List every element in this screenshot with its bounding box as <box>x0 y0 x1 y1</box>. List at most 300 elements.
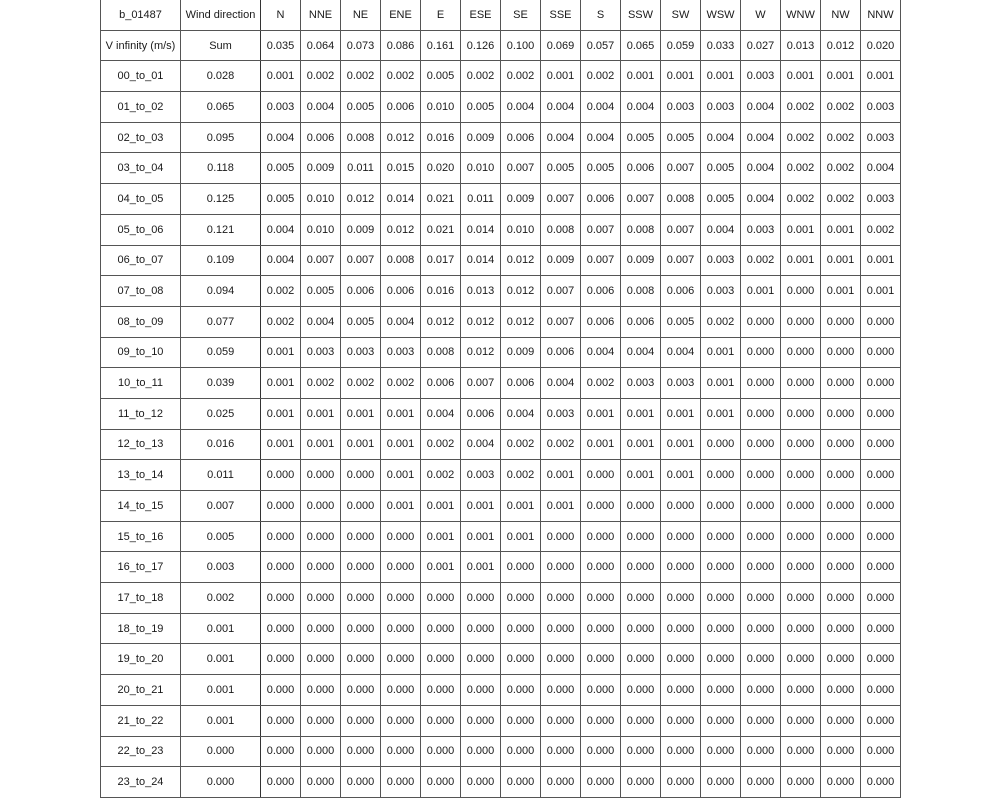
frequency-cell: 0.003 <box>661 92 701 123</box>
frequency-cell: 0.004 <box>461 429 501 460</box>
frequency-cell: 0.000 <box>861 705 901 736</box>
speed-bin-label: 06_to_07 <box>101 245 181 276</box>
frequency-cell: 0.003 <box>741 61 781 92</box>
frequency-cell: 0.001 <box>461 552 501 583</box>
direction-header-wsw: WSW <box>701 0 741 30</box>
frequency-cell: 0.017 <box>421 245 461 276</box>
wind-direction-label: Wind direction <box>181 0 261 30</box>
frequency-cell: 0.002 <box>421 429 461 460</box>
frequency-cell: 0.003 <box>861 92 901 123</box>
frequency-cell: 0.000 <box>741 644 781 675</box>
frequency-cell: 0.000 <box>381 767 421 798</box>
frequency-cell: 0.000 <box>621 767 661 798</box>
direction-total-n: 0.035 <box>261 30 301 61</box>
row-sum-cell: 0.000 <box>181 736 261 767</box>
frequency-cell: 0.001 <box>381 491 421 522</box>
frequency-cell: 0.014 <box>461 214 501 245</box>
direction-header-nw: NW <box>821 0 861 30</box>
frequency-cell: 0.000 <box>381 705 421 736</box>
frequency-cell: 0.008 <box>381 245 421 276</box>
frequency-cell: 0.007 <box>501 153 541 184</box>
frequency-cell: 0.005 <box>701 153 741 184</box>
frequency-cell: 0.000 <box>501 644 541 675</box>
table-row <box>101 583 901 614</box>
frequency-cell: 0.016 <box>421 122 461 153</box>
frequency-cell: 0.005 <box>261 184 301 215</box>
frequency-cell: 0.007 <box>541 276 581 307</box>
frequency-cell: 0.000 <box>741 767 781 798</box>
frequency-cell: 0.000 <box>701 491 741 522</box>
frequency-cell: 0.002 <box>421 460 461 491</box>
frequency-cell: 0.003 <box>701 245 741 276</box>
frequency-cell: 0.000 <box>541 736 581 767</box>
frequency-cell: 0.000 <box>741 398 781 429</box>
frequency-cell: 0.008 <box>541 214 581 245</box>
frequency-cell: 0.002 <box>741 245 781 276</box>
row-sum-cell: 0.016 <box>181 429 261 460</box>
frequency-cell: 0.002 <box>381 368 421 399</box>
frequency-cell: 0.012 <box>381 214 421 245</box>
frequency-cell: 0.000 <box>781 460 821 491</box>
frequency-cell: 0.000 <box>341 736 381 767</box>
frequency-cell: 0.000 <box>741 521 781 552</box>
speed-bin-label: 15_to_16 <box>101 521 181 552</box>
frequency-cell: 0.000 <box>661 736 701 767</box>
frequency-cell: 0.000 <box>301 613 341 644</box>
frequency-cell: 0.002 <box>781 122 821 153</box>
frequency-cell: 0.000 <box>541 521 581 552</box>
frequency-cell: 0.000 <box>741 306 781 337</box>
frequency-cell: 0.001 <box>861 61 901 92</box>
frequency-cell: 0.004 <box>621 337 661 368</box>
frequency-cell: 0.001 <box>541 460 581 491</box>
frequency-cell: 0.006 <box>421 368 461 399</box>
frequency-cell: 0.000 <box>781 398 821 429</box>
table-row <box>101 122 901 153</box>
frequency-cell: 0.005 <box>661 306 701 337</box>
frequency-cell: 0.000 <box>621 491 661 522</box>
direction-total-e: 0.161 <box>421 30 461 61</box>
frequency-cell: 0.000 <box>341 521 381 552</box>
frequency-cell: 0.000 <box>861 613 901 644</box>
frequency-cell: 0.000 <box>661 705 701 736</box>
frequency-cell: 0.004 <box>301 306 341 337</box>
table-row <box>101 705 901 736</box>
frequency-cell: 0.000 <box>421 736 461 767</box>
frequency-cell: 0.005 <box>461 92 501 123</box>
frequency-cell: 0.000 <box>821 583 861 614</box>
frequency-cell: 0.004 <box>741 92 781 123</box>
frequency-cell: 0.006 <box>661 276 701 307</box>
frequency-cell: 0.000 <box>381 613 421 644</box>
direction-total-sse: 0.069 <box>541 30 581 61</box>
frequency-cell: 0.012 <box>381 122 421 153</box>
table-row <box>101 61 901 92</box>
frequency-cell: 0.004 <box>501 398 541 429</box>
frequency-cell: 0.000 <box>341 613 381 644</box>
frequency-cell: 0.003 <box>461 460 501 491</box>
frequency-cell: 0.000 <box>581 705 621 736</box>
frequency-cell: 0.000 <box>421 675 461 706</box>
frequency-cell: 0.000 <box>381 583 421 614</box>
frequency-cell: 0.001 <box>661 429 701 460</box>
frequency-cell: 0.000 <box>301 583 341 614</box>
frequency-cell: 0.002 <box>501 61 541 92</box>
frequency-cell: 0.000 <box>741 675 781 706</box>
frequency-cell: 0.002 <box>381 61 421 92</box>
direction-header-sw: SW <box>661 0 701 30</box>
direction-header-ene: ENE <box>381 0 421 30</box>
frequency-cell: 0.009 <box>541 245 581 276</box>
row-sum-cell: 0.001 <box>181 675 261 706</box>
frequency-cell: 0.000 <box>701 460 741 491</box>
frequency-cell: 0.003 <box>661 368 701 399</box>
frequency-cell: 0.001 <box>461 491 501 522</box>
frequency-cell: 0.002 <box>341 368 381 399</box>
frequency-cell: 0.000 <box>741 491 781 522</box>
frequency-cell: 0.000 <box>581 583 621 614</box>
frequency-cell: 0.008 <box>661 184 701 215</box>
frequency-cell: 0.001 <box>661 460 701 491</box>
frequency-cell: 0.004 <box>741 184 781 215</box>
frequency-cell: 0.000 <box>861 552 901 583</box>
frequency-cell: 0.007 <box>341 245 381 276</box>
speed-bin-label: 21_to_22 <box>101 705 181 736</box>
table-row <box>101 767 901 798</box>
frequency-cell: 0.001 <box>621 61 661 92</box>
frequency-cell: 0.000 <box>461 675 501 706</box>
frequency-cell: 0.000 <box>861 675 901 706</box>
direction-header-ssw: SSW <box>621 0 661 30</box>
frequency-cell: 0.000 <box>581 736 621 767</box>
frequency-cell: 0.001 <box>381 398 421 429</box>
frequency-cell: 0.000 <box>301 521 341 552</box>
direction-header-sse: SSE <box>541 0 581 30</box>
frequency-cell: 0.006 <box>501 122 541 153</box>
frequency-cell: 0.005 <box>421 61 461 92</box>
frequency-cell: 0.000 <box>501 552 541 583</box>
frequency-cell: 0.004 <box>661 337 701 368</box>
frequency-cell: 0.001 <box>621 429 661 460</box>
frequency-cell: 0.000 <box>781 767 821 798</box>
frequency-cell: 0.002 <box>581 61 621 92</box>
frequency-cell: 0.001 <box>541 491 581 522</box>
frequency-cell: 0.000 <box>821 675 861 706</box>
frequency-cell: 0.000 <box>381 521 421 552</box>
speed-bin-label: 00_to_01 <box>101 61 181 92</box>
frequency-cell: 0.004 <box>741 153 781 184</box>
frequency-cell: 0.002 <box>581 368 621 399</box>
frequency-cell: 0.000 <box>421 705 461 736</box>
direction-header-nne: NNE <box>301 0 341 30</box>
frequency-cell: 0.000 <box>741 613 781 644</box>
frequency-cell: 0.000 <box>621 521 661 552</box>
direction-total-s: 0.057 <box>581 30 621 61</box>
frequency-cell: 0.000 <box>861 583 901 614</box>
frequency-cell: 0.007 <box>461 368 501 399</box>
frequency-cell: 0.006 <box>581 184 621 215</box>
frequency-cell: 0.006 <box>581 306 621 337</box>
direction-total-nw: 0.012 <box>821 30 861 61</box>
row-sum-cell: 0.001 <box>181 705 261 736</box>
frequency-cell: 0.000 <box>781 337 821 368</box>
table-row <box>101 736 901 767</box>
frequency-cell: 0.012 <box>421 306 461 337</box>
row-sum-cell: 0.025 <box>181 398 261 429</box>
frequency-cell: 0.001 <box>301 398 341 429</box>
frequency-cell: 0.006 <box>501 368 541 399</box>
row-sum-cell: 0.109 <box>181 245 261 276</box>
frequency-cell: 0.000 <box>341 552 381 583</box>
frequency-cell: 0.009 <box>621 245 661 276</box>
frequency-cell: 0.000 <box>301 491 341 522</box>
frequency-cell: 0.002 <box>821 153 861 184</box>
frequency-cell: 0.000 <box>261 736 301 767</box>
direction-header-e: E <box>421 0 461 30</box>
frequency-cell: 0.003 <box>541 398 581 429</box>
frequency-cell: 0.004 <box>261 214 301 245</box>
wind-frequency-table <box>100 0 901 798</box>
frequency-cell: 0.001 <box>381 460 421 491</box>
frequency-cell: 0.000 <box>621 613 661 644</box>
speed-bin-label: 03_to_04 <box>101 153 181 184</box>
direction-header-nnw: NNW <box>861 0 901 30</box>
frequency-cell: 0.012 <box>341 184 381 215</box>
row-sum-cell: 0.125 <box>181 184 261 215</box>
frequency-cell: 0.000 <box>781 705 821 736</box>
frequency-cell: 0.000 <box>781 552 821 583</box>
frequency-cell: 0.000 <box>261 644 301 675</box>
row-sum-cell: 0.065 <box>181 92 261 123</box>
speed-bin-label: 10_to_11 <box>101 368 181 399</box>
frequency-cell: 0.004 <box>381 306 421 337</box>
frequency-cell: 0.000 <box>581 644 621 675</box>
frequency-cell: 0.002 <box>461 61 501 92</box>
frequency-cell: 0.005 <box>261 153 301 184</box>
frequency-cell: 0.000 <box>621 675 661 706</box>
frequency-cell: 0.000 <box>861 521 901 552</box>
frequency-cell: 0.000 <box>301 675 341 706</box>
frequency-cell: 0.001 <box>461 521 501 552</box>
frequency-cell: 0.000 <box>781 491 821 522</box>
frequency-cell: 0.007 <box>301 245 341 276</box>
speed-bin-label: 04_to_05 <box>101 184 181 215</box>
frequency-cell: 0.007 <box>581 214 621 245</box>
frequency-cell: 0.012 <box>501 276 541 307</box>
frequency-cell: 0.009 <box>301 153 341 184</box>
frequency-cell: 0.000 <box>581 552 621 583</box>
frequency-cell: 0.000 <box>741 583 781 614</box>
frequency-cell: 0.000 <box>301 460 341 491</box>
frequency-cell: 0.001 <box>781 61 821 92</box>
frequency-cell: 0.013 <box>461 276 501 307</box>
frequency-cell: 0.000 <box>821 398 861 429</box>
speed-bin-label: 14_to_15 <box>101 491 181 522</box>
direction-total-wnw: 0.013 <box>781 30 821 61</box>
table-row <box>101 491 901 522</box>
frequency-cell: 0.000 <box>421 613 461 644</box>
frequency-cell: 0.001 <box>821 245 861 276</box>
frequency-cell: 0.000 <box>461 644 501 675</box>
frequency-cell: 0.006 <box>581 276 621 307</box>
frequency-cell: 0.002 <box>781 153 821 184</box>
frequency-cell: 0.000 <box>661 491 701 522</box>
frequency-cell: 0.002 <box>301 368 341 399</box>
row-sum-cell: 0.007 <box>181 491 261 522</box>
frequency-cell: 0.000 <box>541 705 581 736</box>
table-row <box>101 153 901 184</box>
frequency-cell: 0.006 <box>541 337 581 368</box>
direction-total-ssw: 0.065 <box>621 30 661 61</box>
frequency-cell: 0.000 <box>781 306 821 337</box>
row-sum-cell: 0.000 <box>181 767 261 798</box>
frequency-cell: 0.000 <box>501 613 541 644</box>
table-row <box>101 675 901 706</box>
frequency-cell: 0.002 <box>821 184 861 215</box>
frequency-cell: 0.000 <box>501 675 541 706</box>
frequency-cell: 0.014 <box>461 245 501 276</box>
frequency-cell: 0.000 <box>781 613 821 644</box>
row-sum-cell: 0.002 <box>181 583 261 614</box>
frequency-cell: 0.000 <box>781 644 821 675</box>
frequency-cell: 0.000 <box>341 675 381 706</box>
frequency-cell: 0.007 <box>661 245 701 276</box>
frequency-cell: 0.000 <box>501 705 541 736</box>
frequency-cell: 0.000 <box>741 705 781 736</box>
speed-bin-label: 22_to_23 <box>101 736 181 767</box>
frequency-cell: 0.001 <box>381 429 421 460</box>
frequency-cell: 0.009 <box>461 122 501 153</box>
frequency-cell: 0.000 <box>381 675 421 706</box>
frequency-cell: 0.001 <box>821 214 861 245</box>
row-sum-cell: 0.118 <box>181 153 261 184</box>
frequency-cell: 0.006 <box>341 276 381 307</box>
frequency-cell: 0.002 <box>301 61 341 92</box>
row-sum-cell: 0.095 <box>181 122 261 153</box>
frequency-cell: 0.003 <box>341 337 381 368</box>
frequency-cell: 0.015 <box>381 153 421 184</box>
row-sum-cell: 0.028 <box>181 61 261 92</box>
frequency-cell: 0.005 <box>581 153 621 184</box>
frequency-cell: 0.002 <box>861 214 901 245</box>
frequency-cell: 0.000 <box>661 675 701 706</box>
frequency-cell: 0.001 <box>501 491 541 522</box>
frequency-cell: 0.001 <box>781 214 821 245</box>
direction-total-w: 0.027 <box>741 30 781 61</box>
frequency-cell: 0.000 <box>861 491 901 522</box>
frequency-cell: 0.005 <box>301 276 341 307</box>
row-sum-cell: 0.003 <box>181 552 261 583</box>
frequency-cell: 0.000 <box>301 767 341 798</box>
frequency-cell: 0.000 <box>381 552 421 583</box>
table-row <box>101 368 901 399</box>
frequency-cell: 0.002 <box>341 61 381 92</box>
sum-label: Sum <box>181 30 261 61</box>
frequency-cell: 0.006 <box>381 276 421 307</box>
row-sum-cell: 0.077 <box>181 306 261 337</box>
speed-bin-label: 23_to_24 <box>101 767 181 798</box>
frequency-cell: 0.001 <box>821 61 861 92</box>
frequency-cell: 0.000 <box>541 675 581 706</box>
row-sum-cell: 0.001 <box>181 644 261 675</box>
frequency-cell: 0.002 <box>261 306 301 337</box>
frequency-cell: 0.001 <box>341 429 381 460</box>
frequency-cell: 0.000 <box>701 736 741 767</box>
frequency-cell: 0.004 <box>621 92 661 123</box>
frequency-cell: 0.000 <box>261 675 301 706</box>
frequency-cell: 0.002 <box>541 429 581 460</box>
frequency-cell: 0.000 <box>301 644 341 675</box>
frequency-cell: 0.000 <box>861 736 901 767</box>
frequency-cell: 0.001 <box>621 460 661 491</box>
frequency-cell: 0.001 <box>701 337 741 368</box>
frequency-cell: 0.002 <box>501 429 541 460</box>
frequency-cell: 0.005 <box>541 153 581 184</box>
frequency-cell: 0.000 <box>461 583 501 614</box>
table-row <box>101 552 901 583</box>
frequency-cell: 0.000 <box>741 368 781 399</box>
speed-bin-label: 07_to_08 <box>101 276 181 307</box>
row-sum-cell: 0.011 <box>181 460 261 491</box>
frequency-cell: 0.003 <box>381 337 421 368</box>
frequency-cell: 0.001 <box>861 276 901 307</box>
frequency-cell: 0.000 <box>701 767 741 798</box>
speed-bin-label: 02_to_03 <box>101 122 181 153</box>
frequency-cell: 0.000 <box>701 521 741 552</box>
direction-header-ne: NE <box>341 0 381 30</box>
frequency-cell: 0.000 <box>781 583 821 614</box>
frequency-cell: 0.000 <box>821 460 861 491</box>
frequency-cell: 0.004 <box>301 92 341 123</box>
frequency-cell: 0.010 <box>501 214 541 245</box>
frequency-cell: 0.000 <box>581 491 621 522</box>
speed-bin-label: 13_to_14 <box>101 460 181 491</box>
frequency-cell: 0.002 <box>821 92 861 123</box>
frequency-cell: 0.010 <box>461 153 501 184</box>
frequency-cell: 0.001 <box>261 337 301 368</box>
frequency-cell: 0.000 <box>781 429 821 460</box>
frequency-cell: 0.003 <box>621 368 661 399</box>
table-row <box>101 460 901 491</box>
frequency-cell: 0.000 <box>861 767 901 798</box>
frequency-cell: 0.010 <box>421 92 461 123</box>
frequency-cell: 0.006 <box>621 306 661 337</box>
frequency-cell: 0.000 <box>301 705 341 736</box>
frequency-cell: 0.000 <box>701 613 741 644</box>
frequency-cell: 0.001 <box>861 245 901 276</box>
frequency-cell: 0.001 <box>581 429 621 460</box>
frequency-cell: 0.000 <box>621 552 661 583</box>
frequency-cell: 0.006 <box>381 92 421 123</box>
frequency-cell: 0.001 <box>541 61 581 92</box>
frequency-cell: 0.012 <box>501 306 541 337</box>
table-row <box>101 613 901 644</box>
frequency-cell: 0.009 <box>501 184 541 215</box>
frequency-cell: 0.004 <box>261 122 301 153</box>
direction-header-w: W <box>741 0 781 30</box>
direction-total-ene: 0.086 <box>381 30 421 61</box>
row-sum-cell: 0.094 <box>181 276 261 307</box>
frequency-cell: 0.011 <box>341 153 381 184</box>
table-body <box>101 0 901 797</box>
frequency-cell: 0.000 <box>821 491 861 522</box>
frequency-cell: 0.001 <box>341 398 381 429</box>
speed-axis-label: V infinity (m/s) <box>101 30 181 61</box>
frequency-cell: 0.014 <box>381 184 421 215</box>
frequency-cell: 0.009 <box>341 214 381 245</box>
frequency-cell: 0.000 <box>261 460 301 491</box>
row-sum-cell: 0.059 <box>181 337 261 368</box>
